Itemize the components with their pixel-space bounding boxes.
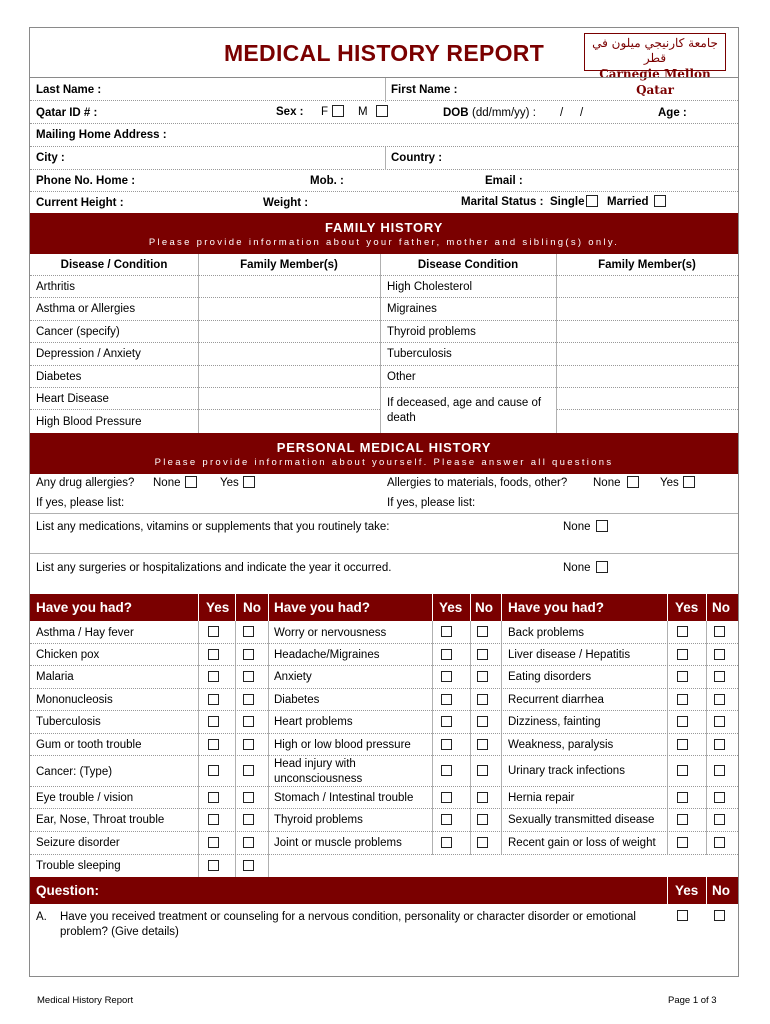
- yes-checkbox[interactable]: [677, 694, 688, 705]
- yes-checkbox[interactable]: [208, 765, 219, 776]
- yes-checkbox[interactable]: [208, 837, 219, 848]
- condition-label: Hernia repair: [508, 792, 575, 804]
- condition-label: Dizziness, fainting: [508, 716, 601, 728]
- family-condition-high-cholesterol: High Cholesterol: [387, 281, 473, 293]
- yes-checkbox[interactable]: [208, 739, 219, 750]
- yes-checkbox[interactable]: [677, 792, 688, 803]
- other-allergies-list-label: If yes, please list:: [387, 497, 476, 509]
- condition-label: Seizure disorder: [36, 837, 120, 849]
- no-checkbox[interactable]: [477, 814, 488, 825]
- col-yes: Yes: [439, 600, 463, 615]
- family-history-title: FAMILY HISTORY: [324, 220, 444, 235]
- no-checkbox[interactable]: [477, 792, 488, 803]
- divider: [501, 594, 502, 621]
- drug-allergies-yes-label: Yes: [220, 477, 239, 489]
- id-row: [30, 101, 738, 124]
- sex-label: Sex :: [276, 106, 304, 118]
- condition-label: Trouble sleeping: [36, 860, 121, 872]
- yes-checkbox[interactable]: [441, 716, 452, 727]
- divider: [198, 594, 199, 621]
- yes-checkbox[interactable]: [208, 649, 219, 660]
- other-allergies-yes-checkbox[interactable]: [683, 476, 695, 488]
- condition-label: Diabetes: [274, 694, 320, 706]
- no-checkbox[interactable]: [477, 649, 488, 660]
- yes-checkbox[interactable]: [441, 765, 452, 776]
- dob-label: DOB: [443, 107, 469, 119]
- no-checkbox[interactable]: [477, 837, 488, 848]
- yes-checkbox[interactable]: [441, 792, 452, 803]
- no-checkbox[interactable]: [243, 626, 254, 637]
- col-yes: Yes: [675, 600, 699, 615]
- col-no: No: [712, 883, 730, 898]
- condition-label: Asthma / Hay fever: [36, 627, 134, 639]
- no-checkbox[interactable]: [714, 814, 725, 825]
- yes-checkbox[interactable]: [208, 792, 219, 803]
- no-checkbox[interactable]: [243, 837, 254, 848]
- divider: [385, 147, 386, 170]
- phone-home-label: Phone No. Home :: [36, 175, 136, 187]
- table-row: [30, 644, 738, 666]
- last-name-label: Last Name :: [36, 84, 102, 96]
- table-row: [30, 621, 738, 644]
- table-row: [30, 410, 738, 433]
- no-checkbox[interactable]: [477, 626, 488, 637]
- phone-row: [30, 170, 738, 192]
- have-you-had-heading: Have you had?: [274, 600, 371, 615]
- table-row: [30, 321, 738, 343]
- sex-f-checkbox[interactable]: [332, 105, 344, 117]
- single-label: Single: [550, 196, 585, 208]
- no-checkbox[interactable]: [714, 649, 725, 660]
- yes-checkbox[interactable]: [677, 671, 688, 682]
- no-checkbox[interactable]: [477, 739, 488, 750]
- other-allergies-none-label: None: [593, 477, 621, 489]
- address-row: [30, 124, 738, 147]
- drug-allergies-label: Any drug allergies?: [36, 477, 135, 489]
- condition-label: Urinary track infections: [508, 765, 625, 777]
- height-label: Current Height :: [36, 197, 124, 209]
- no-checkbox[interactable]: [714, 694, 725, 705]
- single-checkbox[interactable]: [586, 195, 598, 207]
- married-checkbox[interactable]: [654, 195, 666, 207]
- email-label: Email :: [485, 175, 523, 187]
- divider: [706, 594, 707, 621]
- col-disease-condition-2: Disease Condition: [417, 259, 519, 271]
- marital-status-label: Marital Status :: [461, 196, 544, 208]
- table-row: [30, 343, 738, 366]
- have-you-had-header: [30, 594, 738, 621]
- no-checkbox[interactable]: [714, 837, 725, 848]
- medications-none-label: None: [563, 521, 591, 533]
- mailing-address-label: Mailing Home Address :: [36, 129, 167, 141]
- table-row: [30, 756, 738, 787]
- table-row: [30, 298, 738, 321]
- name-row: [30, 77, 738, 101]
- no-checkbox[interactable]: [714, 739, 725, 750]
- col-disease-condition: Disease / Condition: [60, 259, 168, 271]
- no-checkbox[interactable]: [714, 626, 725, 637]
- table-row: [30, 689, 738, 711]
- dob-format-label: (dd/mm/yy) :: [472, 107, 536, 119]
- col-no: No: [475, 600, 493, 615]
- no-checkbox[interactable]: [243, 649, 254, 660]
- yes-checkbox[interactable]: [208, 814, 219, 825]
- personal-history-subtitle: Please provide information about yourself. Please answer all questions: [154, 457, 614, 468]
- surgeries-row: [30, 554, 738, 594]
- logo-english-text: Carnegie Mellon Qatar: [599, 67, 711, 97]
- family-condition-arthritis: Arthritis: [36, 281, 75, 293]
- no-checkbox[interactable]: [243, 739, 254, 750]
- condition-label: Tuberculosis: [36, 716, 101, 728]
- family-condition-asthma: Asthma or Allergies: [36, 303, 136, 315]
- divider: [268, 594, 269, 621]
- yes-checkbox[interactable]: [677, 814, 688, 825]
- table-row: [30, 832, 738, 855]
- divider: [470, 594, 471, 621]
- deceased-cause-label: If deceased, age and cause of death: [387, 397, 542, 424]
- no-checkbox[interactable]: [243, 694, 254, 705]
- drug-allergies-list-label: If yes, please list:: [36, 497, 125, 509]
- sex-f-label: F: [321, 106, 329, 118]
- family-condition-migraines: Migraines: [387, 303, 437, 315]
- married-label: Married: [607, 196, 649, 208]
- col-family-members-2: Family Member(s): [598, 259, 696, 271]
- family-condition-diabetes: Diabetes: [36, 371, 82, 383]
- divider: [667, 877, 668, 904]
- question-a-no-checkbox[interactable]: [714, 910, 725, 921]
- no-checkbox[interactable]: [714, 671, 725, 682]
- condition-label: Ear, Nose, Throat trouble: [36, 814, 165, 826]
- page-title: MEDICAL HISTORY REPORT: [223, 40, 545, 66]
- condition-label: Recurrent diarrhea: [508, 694, 604, 706]
- yes-checkbox[interactable]: [677, 716, 688, 727]
- surgeries-label: List any surgeries or hospitalizations and indicate the year it occurred.: [36, 562, 392, 574]
- condition-label: Mononucleosis: [36, 694, 113, 706]
- family-condition-cancer: Cancer (specify): [36, 326, 120, 338]
- age-label: Age :: [658, 107, 687, 119]
- family-history-header: [30, 213, 738, 254]
- family-condition-depression: Depression / Anxiety: [36, 348, 141, 360]
- table-row: [30, 666, 738, 689]
- table-row: [30, 855, 738, 877]
- yes-checkbox[interactable]: [441, 649, 452, 660]
- city-label: City :: [36, 152, 65, 164]
- table-row: [30, 276, 738, 298]
- yes-checkbox[interactable]: [677, 649, 688, 660]
- yes-checkbox[interactable]: [441, 671, 452, 682]
- no-checkbox[interactable]: [243, 765, 254, 776]
- no-checkbox[interactable]: [243, 671, 254, 682]
- no-checkbox[interactable]: [243, 860, 254, 871]
- question-a-yes-checkbox[interactable]: [677, 910, 688, 921]
- col-no: No: [712, 600, 730, 615]
- yes-checkbox[interactable]: [677, 626, 688, 637]
- family-condition-other: Other: [387, 371, 416, 383]
- divider: [432, 594, 433, 621]
- medications-label: List any medications, vitamins or supplements that you routinely take:: [36, 521, 390, 533]
- if-yes-row: [30, 494, 738, 514]
- condition-label: Heart problems: [274, 716, 353, 728]
- divider: [667, 594, 668, 621]
- condition-label: Stomach / Intestinal trouble: [274, 792, 414, 804]
- footer-document-name: Medical History Report: [37, 995, 134, 1006]
- condition-label: Worry or nervousness: [274, 627, 387, 639]
- dob-separator: /: [580, 107, 584, 119]
- have-you-had-heading: Have you had?: [36, 600, 133, 615]
- col-no: No: [243, 600, 261, 615]
- yes-checkbox[interactable]: [441, 837, 452, 848]
- condition-label: Cancer: (Type): [36, 766, 113, 778]
- condition-label: Malaria: [36, 671, 74, 683]
- col-family-members: Family Member(s): [240, 259, 338, 271]
- yes-checkbox[interactable]: [677, 765, 688, 776]
- question-heading: Question:: [36, 883, 99, 898]
- no-checkbox[interactable]: [477, 716, 488, 727]
- no-checkbox[interactable]: [477, 765, 488, 776]
- condition-label: Joint or muscle problems: [274, 837, 402, 849]
- table-row: [30, 366, 738, 388]
- drug-allergies-none-label: None: [153, 477, 181, 489]
- have-you-had-heading: Have you had?: [508, 600, 605, 615]
- yes-checkbox[interactable]: [441, 814, 452, 825]
- no-checkbox[interactable]: [714, 716, 725, 727]
- divider: [706, 877, 707, 904]
- condition-label: High or low blood pressure: [274, 739, 411, 751]
- family-condition-heart-disease: Heart Disease: [36, 393, 109, 405]
- allergies-row: [30, 474, 738, 494]
- yes-checkbox[interactable]: [208, 694, 219, 705]
- condition-label: Recent gain or loss of weight: [508, 837, 656, 849]
- condition-label: Back problems: [508, 627, 585, 639]
- surgeries-none-label: None: [563, 562, 591, 574]
- dob-separator: /: [560, 107, 564, 119]
- medications-none-checkbox[interactable]: [596, 520, 608, 532]
- table-row: [30, 734, 738, 756]
- sex-m-checkbox[interactable]: [376, 105, 388, 117]
- condition-label: Weakness, paralysis: [508, 739, 614, 751]
- yes-checkbox[interactable]: [208, 860, 219, 871]
- table-row: [30, 809, 738, 832]
- yes-checkbox[interactable]: [208, 671, 219, 682]
- mobile-label: Mob. :: [310, 175, 344, 187]
- table-row: [30, 787, 738, 809]
- condition-label: Head injury with unconsciousness: [274, 758, 363, 785]
- divider: [235, 594, 236, 621]
- other-allergies-none-checkbox[interactable]: [627, 476, 639, 488]
- divider: [385, 78, 386, 102]
- weight-label: Weight :: [263, 197, 309, 209]
- table-row: [30, 388, 738, 410]
- condition-label: Liver disease / Hepatitis: [508, 649, 631, 661]
- question-a-text: Have you received treatment or counseling for a nervous condition, personality or character disorder or emotional problem? (Give details): [60, 911, 636, 938]
- question-header: [30, 877, 738, 904]
- family-history-subtitle: Please provide information about your father, mother and sibling(s) only.: [148, 237, 620, 248]
- other-allergies-label: Allergies to materials, foods, other?: [387, 477, 568, 489]
- condition-label: Thyroid problems: [274, 814, 363, 826]
- sex-m-label: M: [358, 106, 368, 118]
- condition-label: Eating disorders: [508, 671, 592, 683]
- surgeries-none-checkbox[interactable]: [596, 561, 608, 573]
- condition-label: Eye trouble / vision: [36, 792, 134, 804]
- yes-checkbox[interactable]: [677, 739, 688, 750]
- yes-checkbox[interactable]: [441, 626, 452, 637]
- condition-label: Sexually transmitted disease: [508, 814, 655, 826]
- family-condition-high-blood-pressure: High Blood Pressure: [36, 416, 142, 428]
- condition-label: Headache/Migraines: [274, 649, 380, 661]
- yes-checkbox[interactable]: [208, 716, 219, 727]
- first-name-label: First Name :: [391, 84, 458, 96]
- footer-page-number: Page 1 of 3: [668, 995, 717, 1006]
- condition-label: Anxiety: [274, 671, 312, 683]
- question-a-letter: A.: [36, 911, 47, 923]
- table-row: [30, 711, 738, 734]
- family-condition-tuberculosis: Tuberculosis: [387, 348, 452, 360]
- other-allergies-yes-label: Yes: [660, 477, 679, 489]
- no-checkbox[interactable]: [243, 792, 254, 803]
- no-checkbox[interactable]: [714, 792, 725, 803]
- yes-checkbox[interactable]: [441, 739, 452, 750]
- condition-label: Gum or tooth trouble: [36, 739, 142, 751]
- no-checkbox[interactable]: [243, 814, 254, 825]
- no-checkbox[interactable]: [477, 671, 488, 682]
- yes-checkbox[interactable]: [208, 626, 219, 637]
- no-checkbox[interactable]: [477, 694, 488, 705]
- medications-row: [30, 514, 738, 554]
- family-history-column-headers: [30, 254, 738, 276]
- col-yes: Yes: [675, 883, 699, 898]
- no-checkbox[interactable]: [243, 716, 254, 727]
- drug-allergies-yes-checkbox[interactable]: [243, 476, 255, 488]
- height-row: [30, 192, 738, 213]
- condition-label: Chicken pox: [36, 649, 100, 661]
- yes-checkbox[interactable]: [441, 694, 452, 705]
- city-row: [30, 147, 738, 170]
- col-yes: Yes: [206, 600, 230, 615]
- drug-allergies-none-checkbox[interactable]: [185, 476, 197, 488]
- yes-checkbox[interactable]: [677, 837, 688, 848]
- country-label: Country :: [391, 152, 443, 164]
- family-condition-thyroid: Thyroid problems: [387, 326, 476, 338]
- qatar-id-label: Qatar ID # :: [36, 107, 98, 119]
- logo-arabic-text: جامعة كارنيجي ميلون في قطر: [592, 36, 718, 65]
- personal-history-header: [30, 433, 738, 474]
- personal-history-title: PERSONAL MEDICAL HISTORY: [276, 440, 492, 455]
- cmu-qatar-logo: [584, 33, 726, 97]
- no-checkbox[interactable]: [714, 765, 725, 776]
